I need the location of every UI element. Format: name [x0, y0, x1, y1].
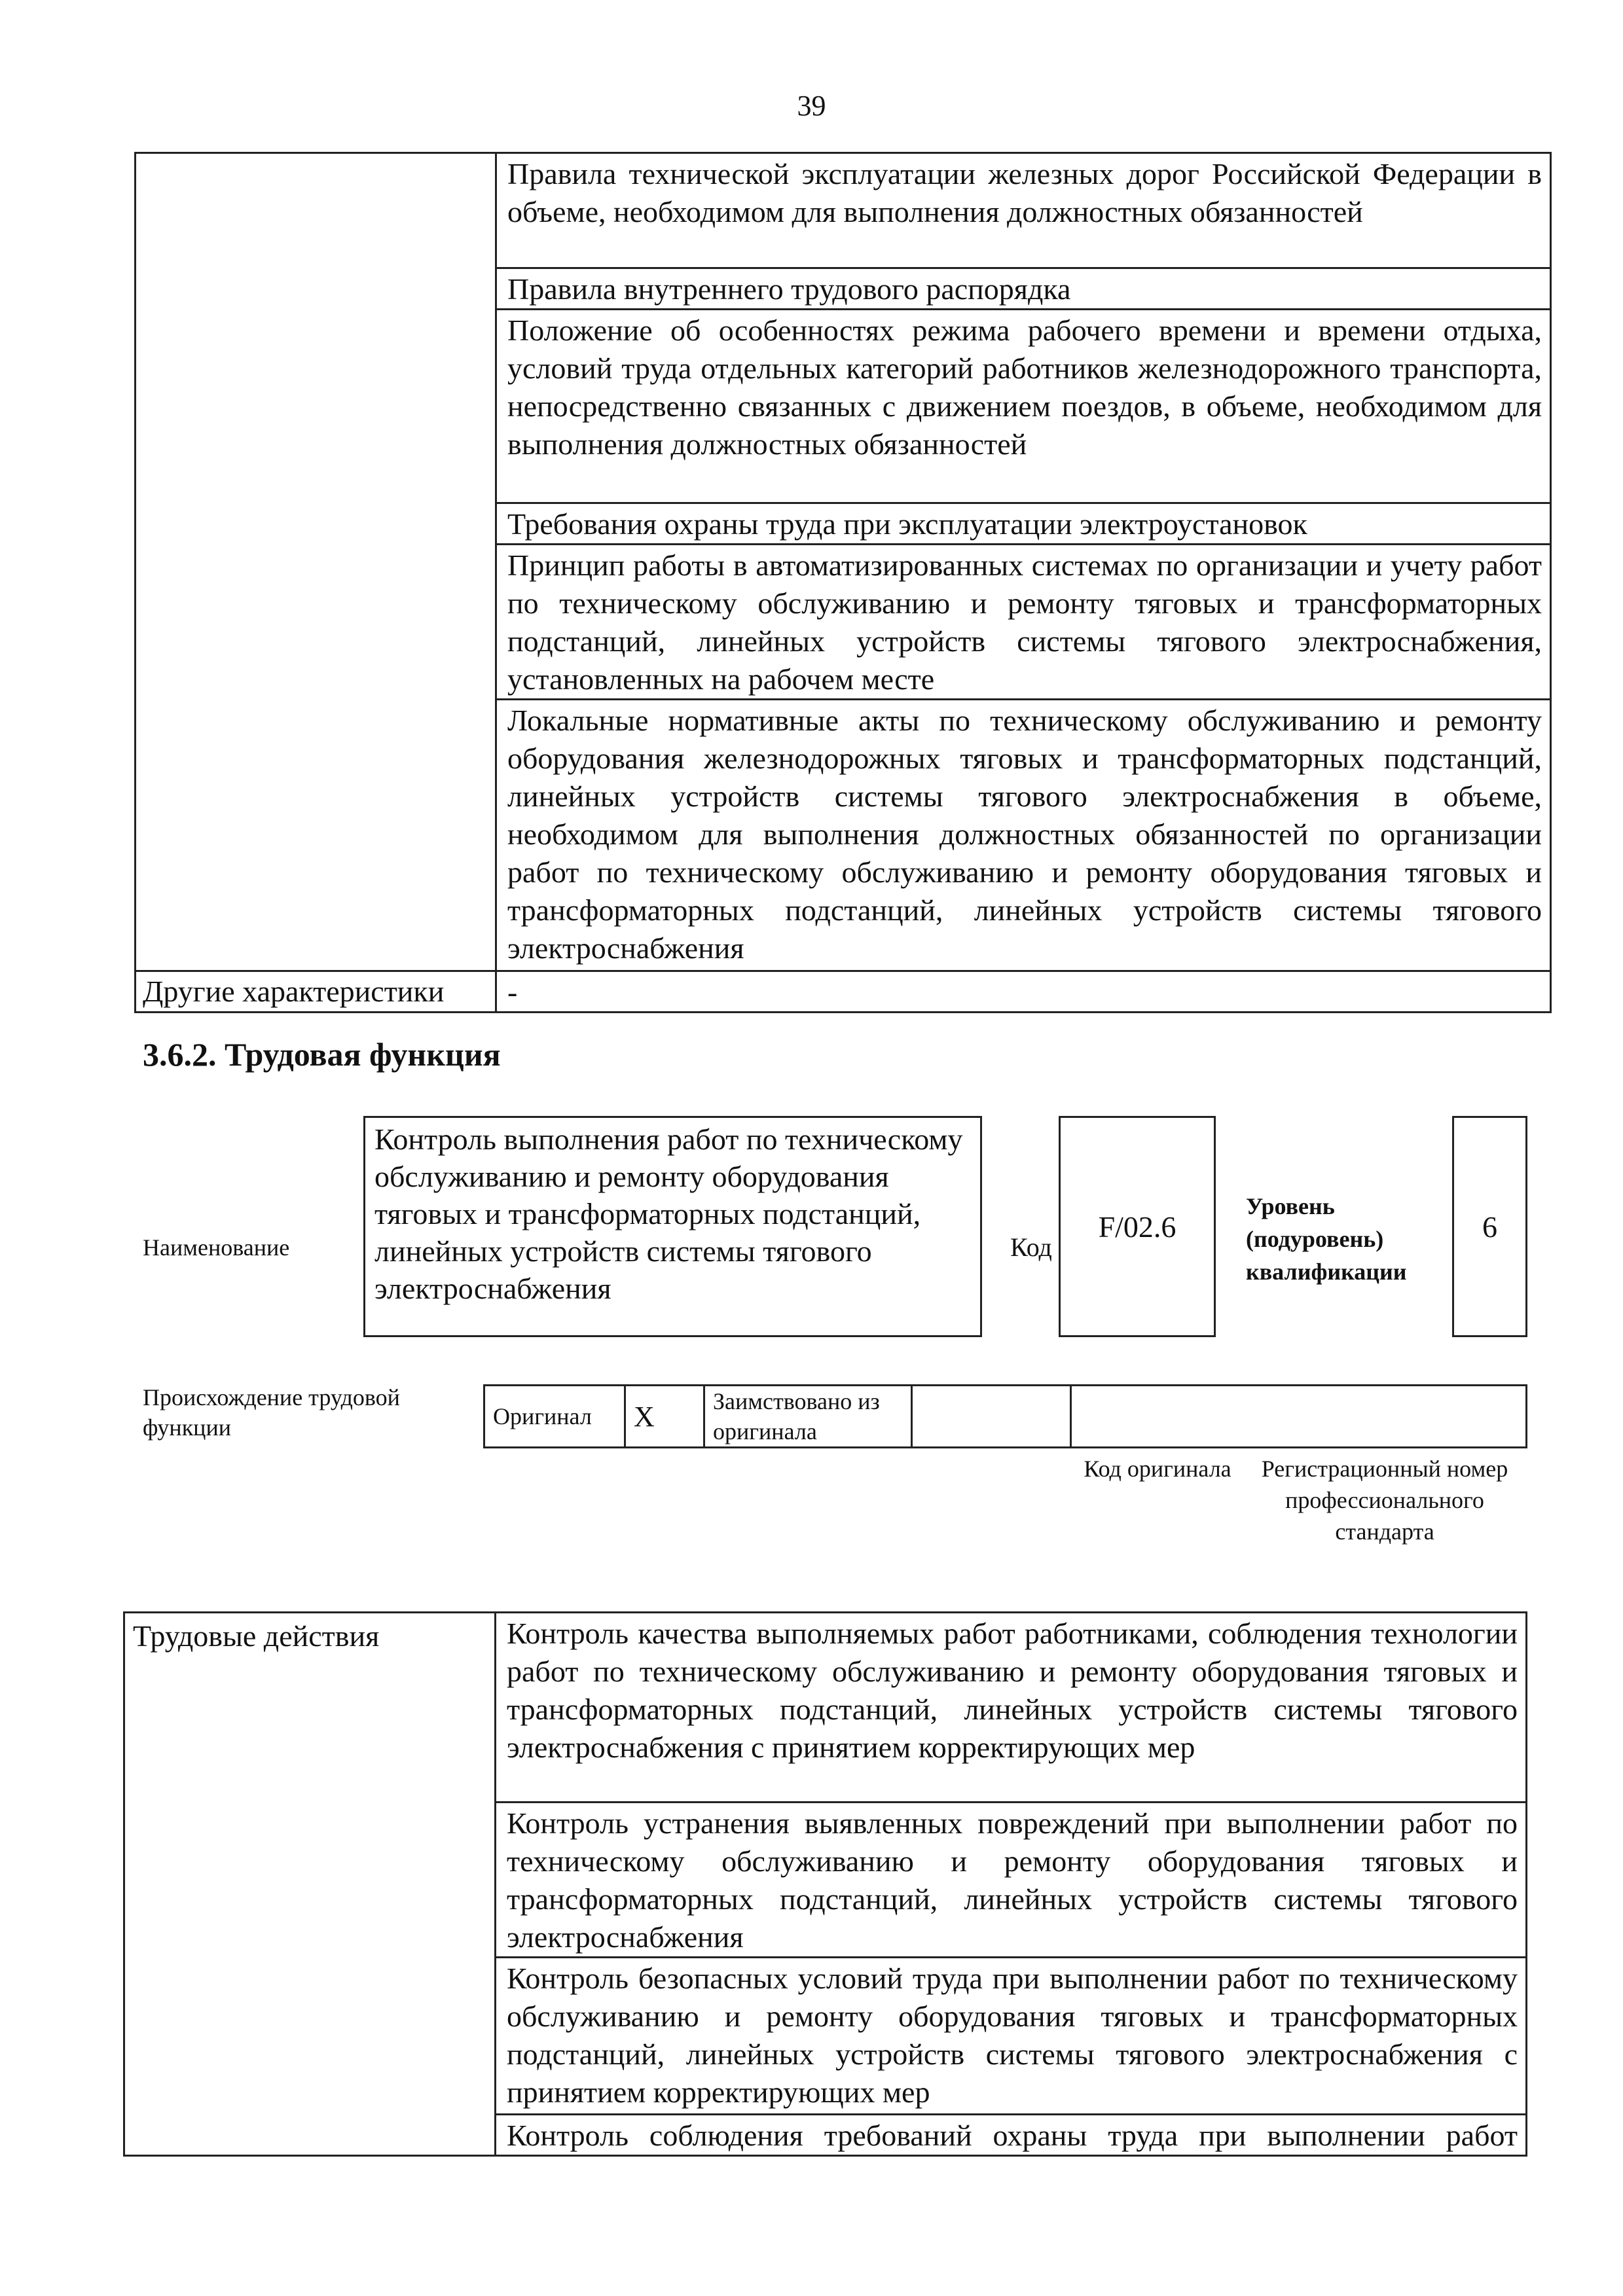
knowledge-row: [496, 503, 1551, 545]
labor-action-text: Контроль соблюдения требований охраны труда при выполнении работ: [507, 2119, 1518, 2152]
other-characteristics-label: Другие характеристики: [136, 971, 496, 1013]
knowledge-row: [496, 545, 1551, 700]
labor-action-row: [496, 1803, 1527, 1958]
original-label: Оригинал: [493, 1403, 592, 1429]
section-heading: 3.6.2. Трудовая функция: [143, 1036, 501, 1073]
labor-action-text: Контроль качества выполняемых работ работниками, соблюдения технологии работ по техническому обслуживанию и ремонту оборудования тяговых и трансформаторных подстанций, линейных устройств системы тягового электроснабжения с принятием корректирующих мер: [507, 1617, 1518, 1764]
knowledge-row: [496, 268, 1551, 310]
knowledge-row: [496, 700, 1551, 971]
page-number: 39: [797, 90, 826, 122]
knowledge-table: [134, 152, 1552, 1013]
borrowed-label-cell: [704, 1386, 912, 1448]
borrowed-label: Заимствовано из оригинала: [713, 1388, 880, 1444]
knowledge-row: [496, 310, 1551, 503]
function-name-value: Контроль выполнения работ по техническому обслуживанию и ремонту оборудования тяговых и трансформаторных подстанций, линейных устройств системы тягового электроснабжения: [374, 1122, 963, 1305]
labor-action-row: [496, 2115, 1527, 2156]
original-label-cell: [484, 1386, 625, 1448]
labor-action-text: Контроль устранения выявленных повреждений при выполнении работ по техническому обслуживанию и ремонту оборудования тяговых и трансформаторных подстанций, линейных устройств системы тягового электроснабжения: [507, 1806, 1518, 1954]
origin-table: [483, 1384, 1527, 1448]
knowledge-row: [496, 153, 1551, 268]
original-code-caption: Код оригинала: [1084, 1456, 1231, 1482]
origin-label: Происхождение трудовой функции: [143, 1384, 400, 1441]
knowledge-row-text: Правила внутреннего трудового распорядка: [507, 272, 1071, 306]
knowledge-row-text: Положение об особенностях режима рабочего времени и времени отдыха, условий труда отдельных категорий работников железнодорожного транспорта, непосредственно связанных с движением поездов, в объеме, необходимом для выполнения должностных обязанностей: [507, 314, 1542, 461]
registration-number-caption: Регистрационный номер профессионального стандарта: [1261, 1456, 1508, 1545]
other-characteristics-value-cell: [496, 971, 1551, 1013]
qualification-level-box: [1452, 1116, 1527, 1337]
labor-actions-label: Трудовые действия: [124, 1613, 496, 2156]
original-code-cell: [912, 1386, 1071, 1448]
name-label: Наименование: [143, 1234, 290, 1261]
knowledge-label-cell: [136, 153, 496, 971]
knowledge-row-text: Правила технической эксплуатации железных дорог Российской Федерации в объеме, необходимом для выполнения должностных обязанностей: [507, 157, 1542, 228]
code-label: Код: [1010, 1232, 1052, 1262]
function-code-box: [1059, 1116, 1216, 1337]
function-code-value: F/02.6: [1098, 1210, 1176, 1244]
knowledge-row-text: Требования охраны труда при эксплуатации электроустановок: [507, 507, 1307, 541]
labor-action-row: [496, 1958, 1527, 2115]
function-name-box: [363, 1116, 982, 1337]
knowledge-row-text: Принцип работы в автоматизированных системах по организации и учету работ по техническому обслуживанию и ремонту тяговых и трансформаторных подстанций, линейных устройств системы тягового электроснабжения, установленных на рабочем месте: [507, 548, 1542, 696]
level-label: Уровень (подуровень) квалификации: [1246, 1193, 1407, 1285]
original-mark-cell: [625, 1386, 704, 1448]
other-characteristics-value: -: [507, 975, 518, 1009]
labor-action-text: Контроль безопасных условий труда при выполнении работ по техническому обслуживанию и ремонту оборудования тяговых и трансформаторных подстанций, линейных устройств системы тягового электроснабжения с принятием корректирующих мер: [507, 1962, 1518, 2109]
knowledge-row-text: Локальные нормативные акты по техническому обслуживанию и ремонту оборудования железнодорожных тяговых и трансформаторных подстанций, линейных устройств системы тягового электроснабжения в объеме, необходимом для выполнения должностных обязанностей по организации работ по техническому обслуживанию и ремонту оборудования тяговых и трансформаторных подстанций, линейных устройств системы тягового электроснабжения: [507, 704, 1542, 965]
labor-action-row: [496, 1613, 1527, 1803]
original-mark: X: [634, 1400, 655, 1433]
qualification-level-value: 6: [1482, 1210, 1497, 1244]
registration-number-cell: [1071, 1386, 1527, 1448]
labor-actions-table: [123, 1611, 1527, 2157]
